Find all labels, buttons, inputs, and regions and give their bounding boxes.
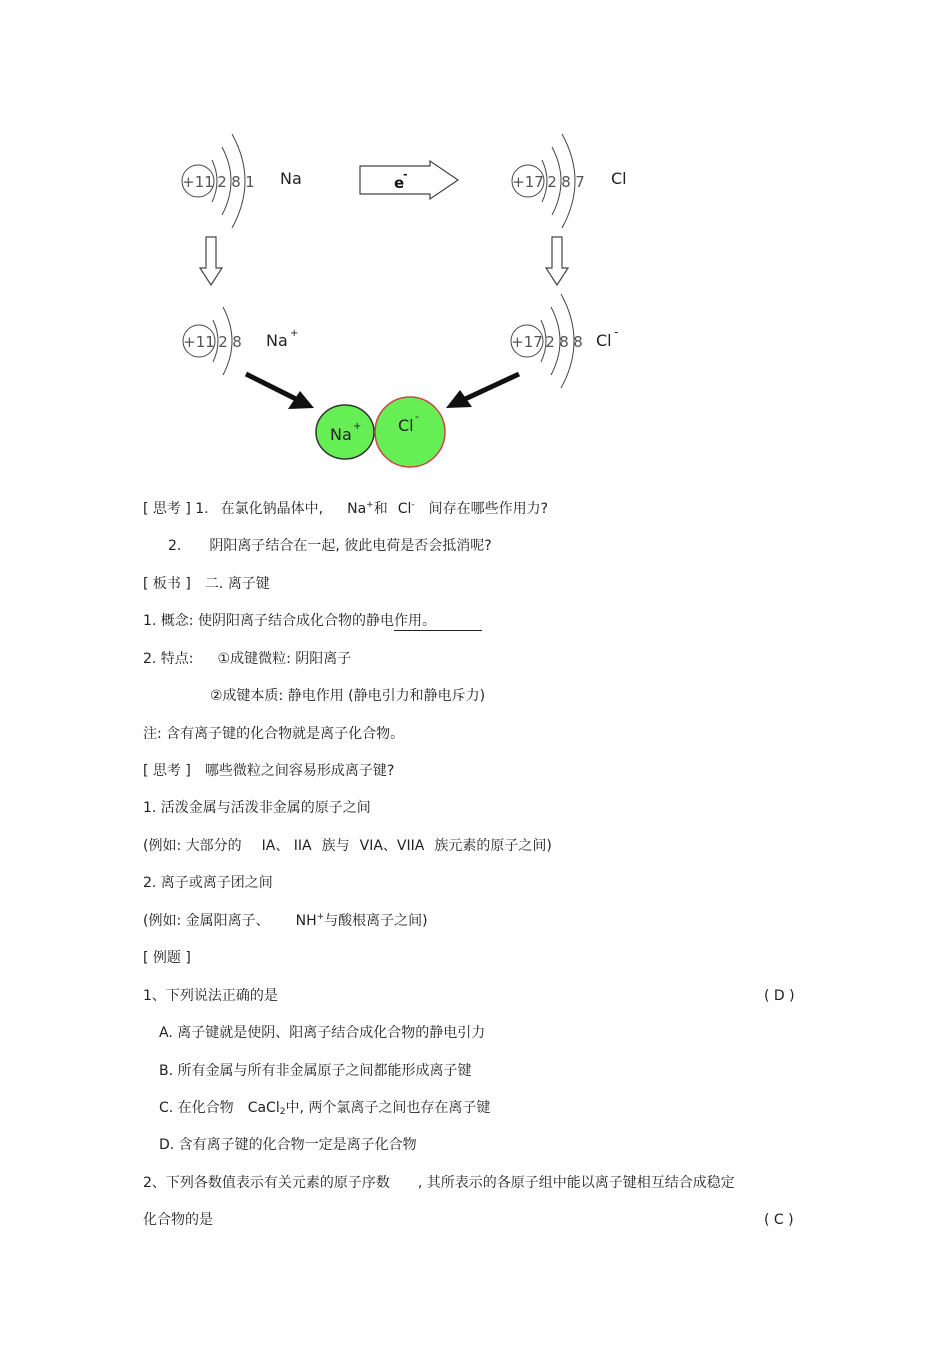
na-ion-structure	[183, 307, 242, 375]
na-ion-shell-1: 2	[218, 333, 228, 351]
feature-line-1	[143, 649, 351, 669]
cl-ion-shell-1: 2	[545, 333, 555, 351]
question-2-cont	[143, 1210, 213, 1230]
na-atom-structure	[182, 134, 255, 228]
board-heading	[143, 574, 270, 594]
item2-ex-b: 与酸根离子之间)	[324, 913, 428, 929]
example-tag: [ 例题 ]	[143, 950, 191, 966]
feature-line-2	[210, 686, 485, 706]
item1-ex-b: IA、 IIA	[261, 838, 312, 854]
think1-cl-charge: -	[411, 500, 415, 510]
cl-atom-shell-3: 7	[575, 173, 585, 191]
q1-option-c	[159, 1098, 490, 1118]
cl-ion-structure	[511, 294, 583, 388]
q1-option-b	[159, 1061, 472, 1081]
na-atom-shell-2: 8	[231, 173, 241, 191]
na-atom-shell-3: 1	[245, 173, 255, 191]
cl-atom-nucleus: +17	[512, 173, 544, 191]
q1-b-text: B. 所有金属与所有非金属原子之间都能形成离子键	[159, 1063, 472, 1079]
q1-c-subscript: 2	[279, 1107, 286, 1117]
list-item-1-example	[143, 836, 552, 856]
note-text: 注: 含有离子键的化合物就是离子化合物。	[143, 726, 405, 742]
cl-atom-shell-1: 2	[547, 173, 557, 191]
na-atom-shell-1: 2	[217, 173, 227, 191]
na-ion-charge: +	[290, 328, 299, 339]
think-question-3	[143, 761, 394, 781]
down-arrow-left-icon	[200, 237, 222, 285]
think1-na: Na	[347, 501, 367, 517]
feature-label: 2. 特点:	[143, 651, 194, 667]
cl-atom-symbol: Cl	[611, 169, 627, 188]
item1-ex-d: VIA、VIIA	[359, 838, 425, 854]
cl-ion-nucleus: +17	[511, 333, 543, 351]
item2-ex-a: (例如: 金属阳离子、	[143, 913, 270, 929]
example-heading	[143, 948, 191, 968]
item2-text: 2. 离子或离子团之间	[143, 875, 273, 891]
q1-answer: ( D )	[764, 988, 795, 1004]
item1-text: 1. 活泼金属与活泼非金属的原子之间	[143, 800, 371, 816]
na-ion-nucleus: +11	[183, 333, 215, 351]
think1-text-a: 在氯化钠晶体中,	[220, 501, 324, 517]
arrow-cl-to-bond-icon	[446, 374, 519, 408]
think-tag: [ 思考 ] 1.	[143, 501, 209, 517]
na-atom-nucleus: +11	[182, 173, 214, 191]
q2-answer: ( C )	[764, 1212, 794, 1228]
q1-option-a	[159, 1023, 485, 1043]
electron-charge: -	[403, 168, 408, 181]
electron-transfer-arrow	[360, 161, 458, 199]
cl-ion-shell-2: 8	[559, 333, 569, 351]
q1-d-text: D. 含有离子键的化合物一定是离子化合物	[159, 1137, 417, 1153]
bond-na-charge: +	[353, 421, 362, 432]
q1-c-text-a: C. 在化合物	[159, 1100, 234, 1116]
cl-ion-symbol: Cl	[596, 331, 612, 350]
think-question-2	[168, 536, 492, 556]
think1-na-charge: +	[366, 500, 374, 510]
item2-ex-charge: +	[316, 912, 325, 922]
note-line	[143, 724, 404, 744]
concept-underlined: 作用。	[394, 613, 482, 631]
board-title: 二. 离子键	[204, 576, 270, 592]
item2-ex-nh: NH	[295, 913, 317, 929]
bond-cl-symbol: Cl	[398, 416, 414, 435]
list-item-2	[143, 873, 273, 893]
q1-c-formula: CaCl	[247, 1100, 280, 1116]
bond-na-symbol: Na	[330, 425, 352, 444]
na-ion-shell-2: 8	[232, 333, 242, 351]
think1-and: 和	[373, 501, 388, 517]
think-question-1	[143, 499, 548, 519]
q1-a-text: A. 离子键就是使阴、阳离子结合成化合物的静电引力	[159, 1025, 486, 1041]
concept-line	[143, 611, 482, 631]
think3-tag: [ 思考 ]	[143, 763, 191, 779]
item1-ex-a: (例如: 大部分的	[143, 838, 242, 854]
item1-ex-e: 族元素的原子之间)	[434, 838, 552, 854]
na-atom-symbol: Na	[280, 169, 302, 188]
list-item-1	[143, 798, 371, 818]
think2-number: 2.	[168, 538, 182, 554]
question-2	[143, 1173, 735, 1193]
down-arrow-right-icon	[546, 237, 568, 285]
feature-2: ②成键本质: 静电作用 (静电引力和静电斥力)	[210, 688, 486, 704]
question-1	[143, 986, 278, 1006]
think1-cl: Cl	[397, 501, 412, 517]
cl-ion-charge: -	[614, 325, 619, 339]
board-tag: [ 板书 ]	[143, 576, 191, 592]
cl-atom-shell-2: 8	[561, 173, 571, 191]
cl-atom-structure	[512, 134, 585, 228]
think2-text: 阴阳离子结合在一起, 彼此电荷是否会抵消呢?	[209, 538, 492, 554]
q2-text-c: 化合物的是	[143, 1212, 213, 1228]
item1-ex-c: 族与	[321, 838, 350, 854]
electron-label: e	[394, 174, 405, 192]
q2-text-b: , 其所表示的各原子组中能以离子键相互结合成稳定	[417, 1175, 735, 1191]
concept-text: 1. 概念: 使阴阳离子结合成化合物的静电	[143, 613, 394, 629]
feature-1: ①成键微粒: 阴阳离子	[217, 651, 352, 667]
q1-c-text-b: 中, 两个氯离子之间也存在离子键	[285, 1100, 491, 1116]
q2-text-a: 2、下列各数值表示有关元素的原子序数	[143, 1175, 390, 1191]
ionic-bond-pair	[316, 397, 445, 467]
bond-cl-charge: -	[415, 410, 419, 423]
q1-option-d	[159, 1135, 417, 1155]
think1-text-b: 间存在哪些作用力?	[428, 501, 549, 517]
q1-text: 1、下列说法正确的是	[143, 988, 278, 1004]
think3-text: 哪些微粒之间容易形成离子键?	[204, 763, 395, 779]
cl-ion-shell-3: 8	[573, 333, 583, 351]
list-item-2-example	[143, 911, 428, 931]
arrow-na-to-bond-icon	[246, 374, 314, 409]
na-ion-symbol: Na	[266, 331, 288, 350]
ionic-bond-formation-diagram	[0, 0, 950, 490]
